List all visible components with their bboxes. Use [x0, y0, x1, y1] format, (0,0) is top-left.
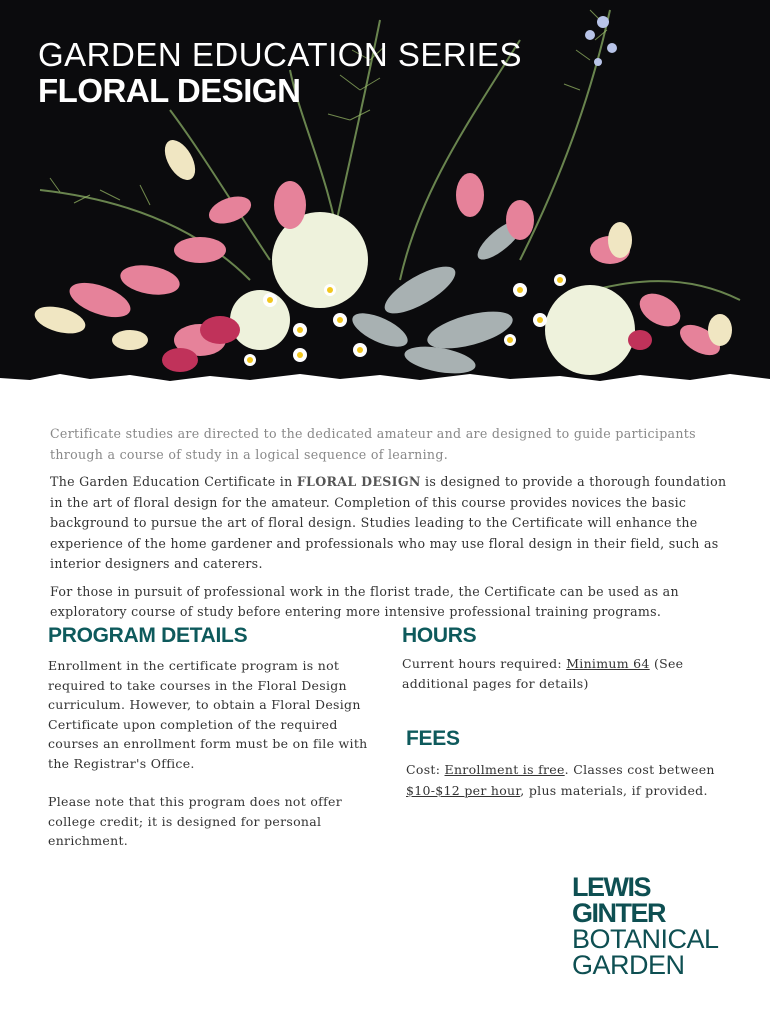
logo-line-3: BOTANICAL: [572, 924, 719, 954]
program-paragraph-1: Enrollment in the certificate program is not required to take courses in the Floral Design curriculum. However, to obtain a Floral Design Certificate upon completion of the required courses an enrollment form must be on file with the Registrar's Office.: [48, 658, 368, 771]
fees-section: [406, 727, 726, 801]
lewis-ginter-logo: [572, 874, 719, 978]
fees-heading: FEES: [406, 727, 460, 750]
fees-prefix: Cost:: [406, 762, 445, 777]
fees-text: [406, 759, 726, 801]
logo-line-1: LEWIS: [572, 872, 650, 902]
hero-banner: [0, 0, 770, 388]
hours-heading: HOURS: [402, 624, 477, 647]
fees-middle: . Classes cost between: [564, 762, 715, 777]
hours-minimum: Minimum 64: [566, 656, 650, 671]
program-details-section: [48, 624, 368, 851]
intro-paragraph-3: For those in pursuit of professional work in the florist trade, the Certificate can be used as an exploratory course of study before entering more intensive professional training programs.: [50, 583, 679, 619]
hours-section: [402, 624, 722, 694]
intro-p2-bold: FLORAL DESIGN: [296, 474, 421, 489]
intro-p2-start: The Garden Education Certificate in: [50, 474, 297, 489]
hours-prefix: Current hours required:: [402, 656, 567, 671]
logo-line-2: GINTER: [572, 898, 666, 928]
page-title: FLORAL DESIGN: [38, 72, 301, 109]
hours-suffix: (See additional pages for details): [402, 656, 684, 691]
fees-enrollment-free: Enrollment is free: [444, 762, 565, 777]
hero-title-block: [38, 38, 522, 110]
logo-line-4: GARDEN: [572, 950, 685, 980]
intro-lead: Certificate studies are directed to the dedicated amateur and are designed to guide participants through a course of study in a logical sequence of learning.: [50, 426, 696, 462]
series-title: GARDEN EDUCATION SERIES: [38, 36, 522, 73]
program-details-heading: PROGRAM DETAILS: [48, 624, 248, 647]
program-paragraph-2: Please note that this program does not offer college credit; it is designed for personal enrichment.: [48, 794, 342, 848]
hours-text: [402, 654, 722, 694]
fees-range: $10-$12 per hour: [406, 783, 521, 798]
intro-p2-end: is designed to provide a thorough foundation in the art of floral design for the amateur. Completion of this course provides novices the basic background to pursue the art of floral design. Studies leading to the Certificate will enhance the experience of the home gardener and professionals who may use floral design in their field, such as interior designers and caterers.: [50, 474, 727, 571]
fees-suffix: , plus materials, if provided.: [520, 783, 708, 798]
intro-paragraph-2: [50, 472, 730, 575]
intro-section: [50, 424, 730, 630]
